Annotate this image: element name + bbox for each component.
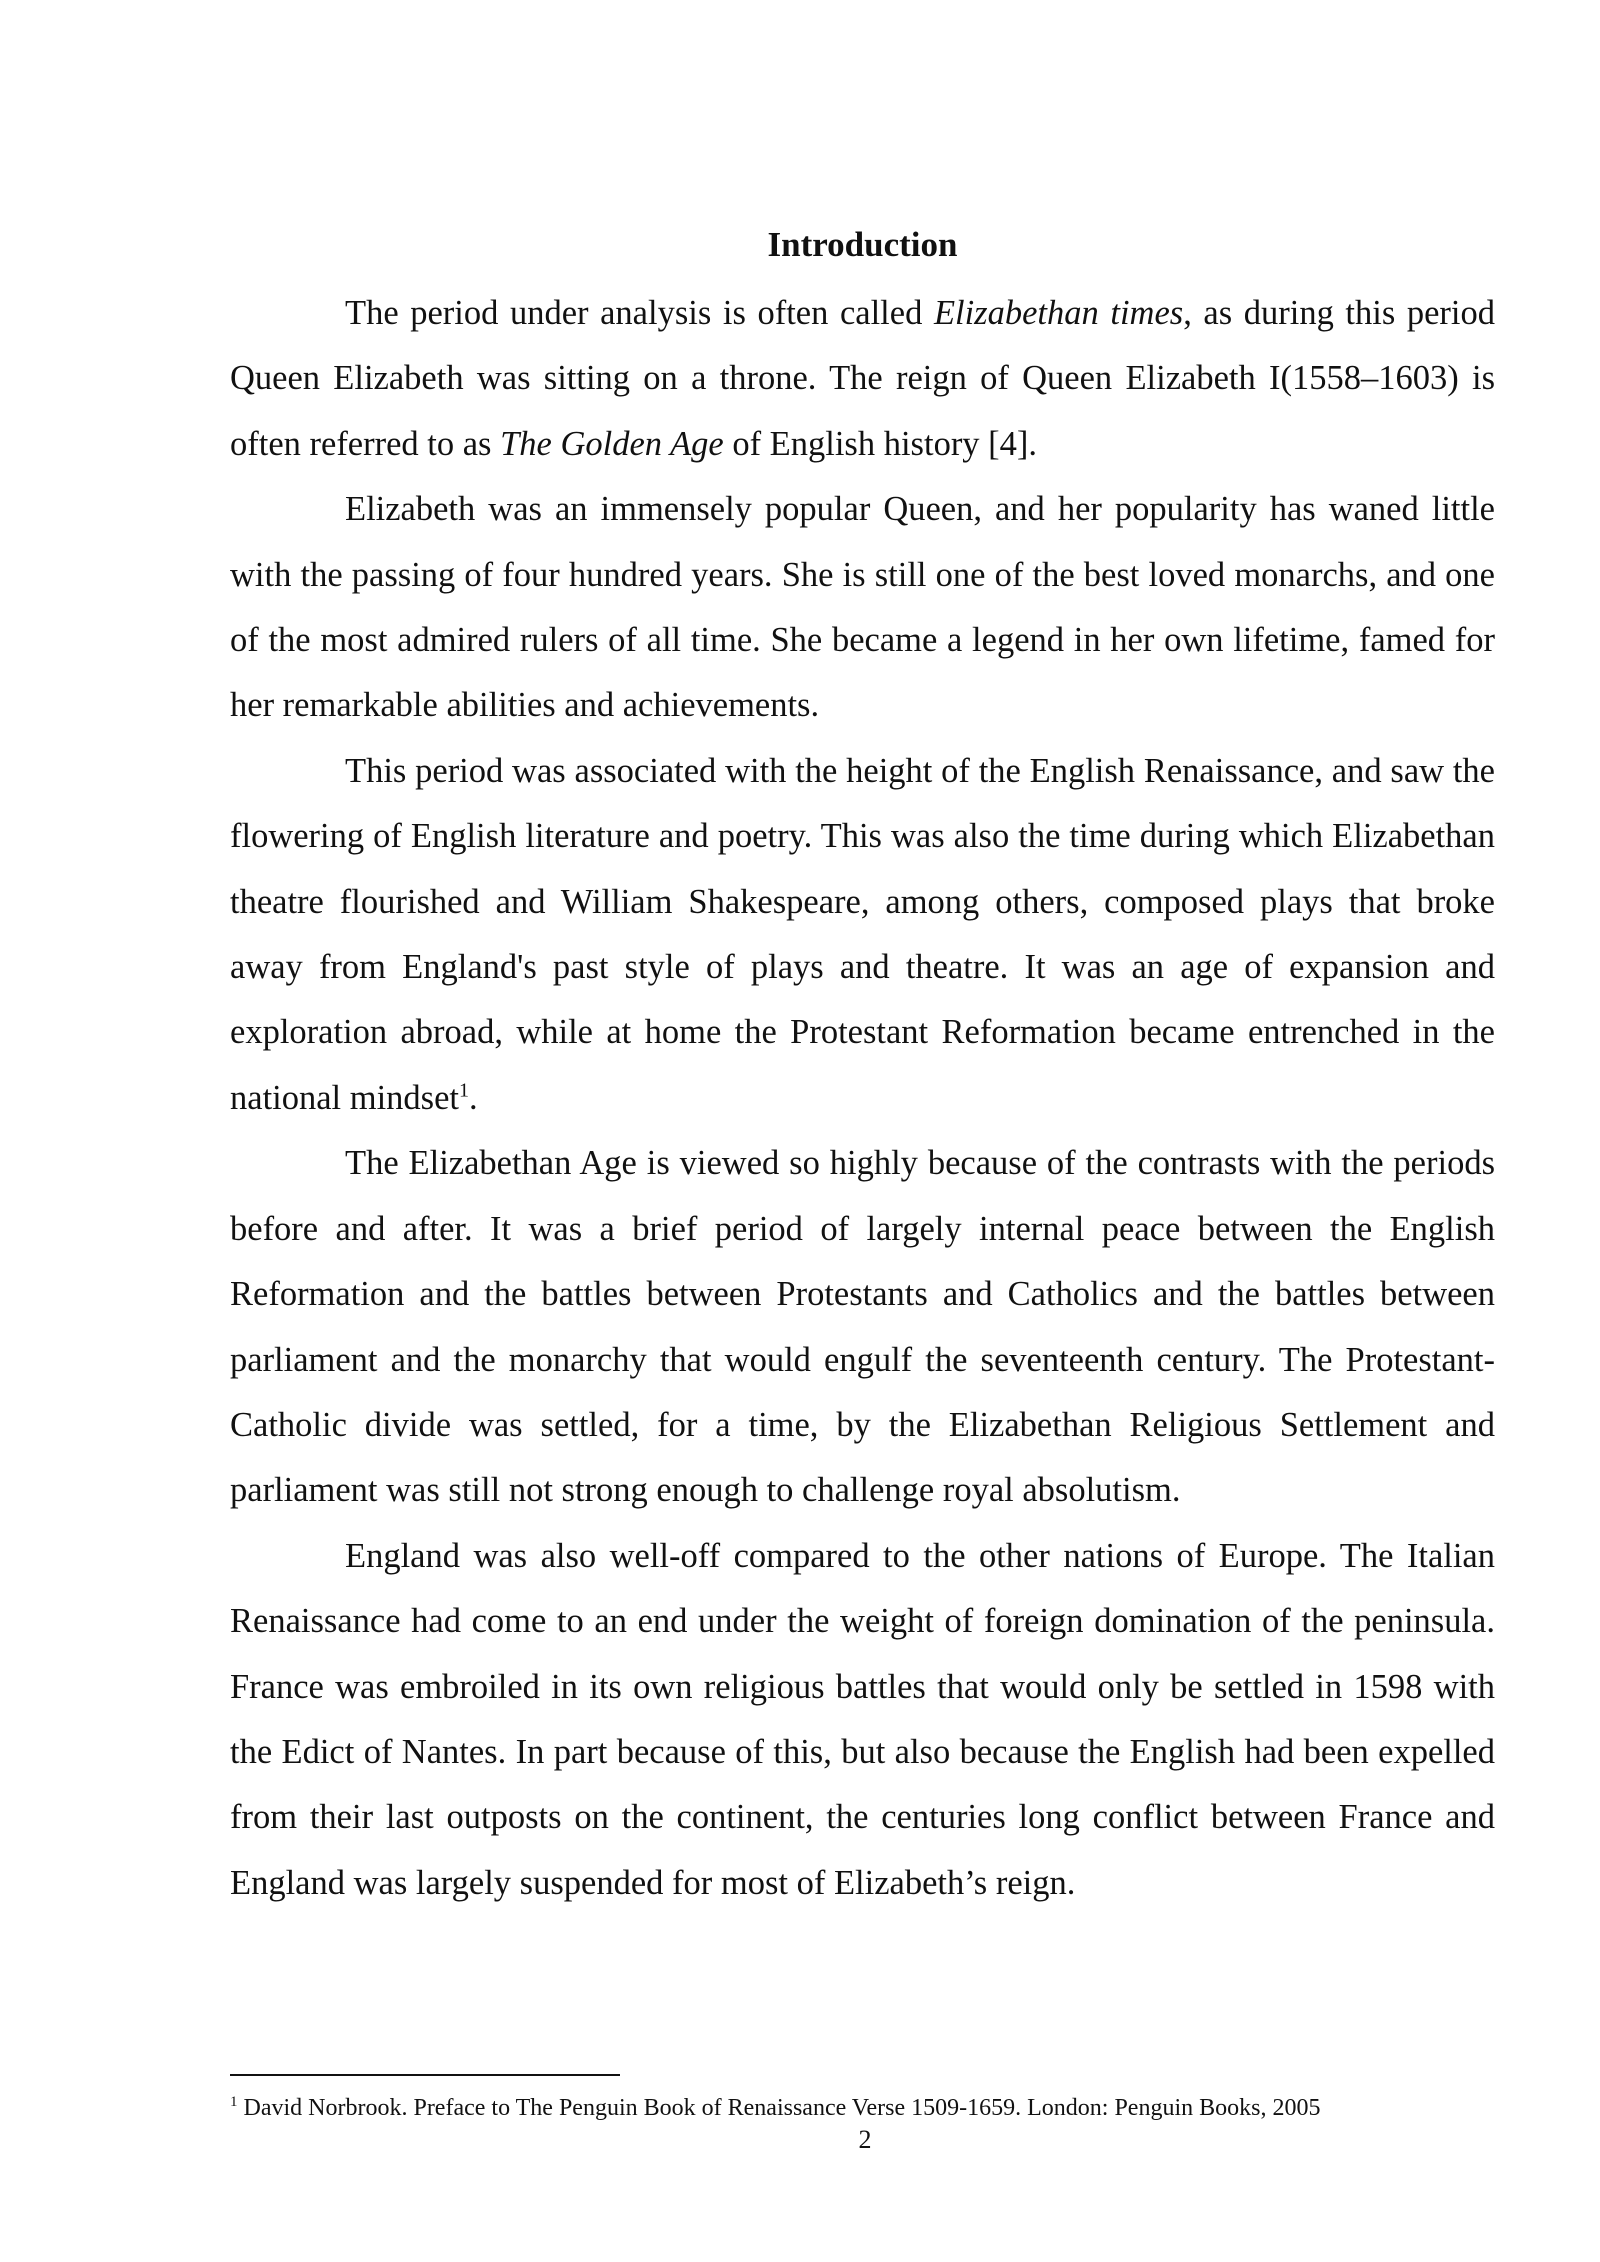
document-body	[230, 215, 1495, 1916]
paragraph-5: England was also well-off compared to the other nations of Europe. The Italian Renaissance had come to an end under the weight of foreign domination of the peninsula. France was embroiled in its own religious battles that would only be settled in 1598 with the Edict of Nantes. In part because of this, but also because the English had been expelled from their last outposts on the continent, the centuries long conflict between France and England was largely suspended for most of Elizabeth’s reign.	[230, 1536, 1495, 1902]
footnote-marker: 1	[230, 2094, 238, 2110]
page-number: 2	[858, 2125, 872, 2154]
paragraph-1-text-c: , as during this period Queen Elizabeth was sitting on a throne. The reign of Queen Elizabeth I(1558–1603) is often referred to as	[230, 294, 1496, 463]
footnote	[230, 2086, 1495, 2124]
footnote-reference[interactable]: 1	[459, 1079, 470, 1102]
paragraph-2: Elizabeth was an immensely popular Queen, and her popularity has waned little with the passing of four hundred years. She is still one of the best loved monarchs, and one of the most admired rulers of all time. She became a legend in her own lifetime, famed for her remarkable abilities and achievements.	[230, 490, 1495, 725]
paragraph-1-text-e: of English history [4].	[723, 424, 1038, 463]
paragraph-1-italic-golden-age: The Golden Age	[500, 424, 724, 463]
paragraph-1-text-a: The period under analysis is often called	[345, 294, 934, 332]
paragraph-1	[230, 281, 1495, 477]
footnote-divider	[230, 2074, 620, 2076]
footnote-text: David Norbrook. Preface to The Penguin Book of Renaissance Verse 1509-1659. London: Penguin Books, 2005	[237, 2095, 1321, 2121]
paragraph-1-italic-elizabethan-times: Elizabethan times	[933, 294, 1184, 332]
paragraph-3	[230, 739, 1495, 1131]
paragraph-3-end: .	[469, 1078, 478, 1117]
page-title: Introduction	[767, 225, 958, 264]
paragraph-3-text: This period was associated with the height of the English Renaissance, and saw the flowering of English literature and poetry. This was also the time during which Elizabethan theatre flourished and William Shakespeare, among others, composed plays that broke away from England's past style of plays and theatre. It was an age of expansion and exploration abroad, while at home the Protestant Reformation became entrenched in the national mindset	[230, 751, 1495, 1117]
paragraph-4: The Elizabethan Age is viewed so highly because of the contrasts with the periods before and after. It was a brief period of largely internal peace between the English Reformation and the battles between Protestants and Catholics and the battles between parliament and the monarchy that would engulf the seventeenth century. The Protestant-Catholic divide was settled, for a time, by the Elizabethan Religious Settlement and parliament was still not strong enough to challenge royal absolutism.	[230, 1144, 1495, 1510]
